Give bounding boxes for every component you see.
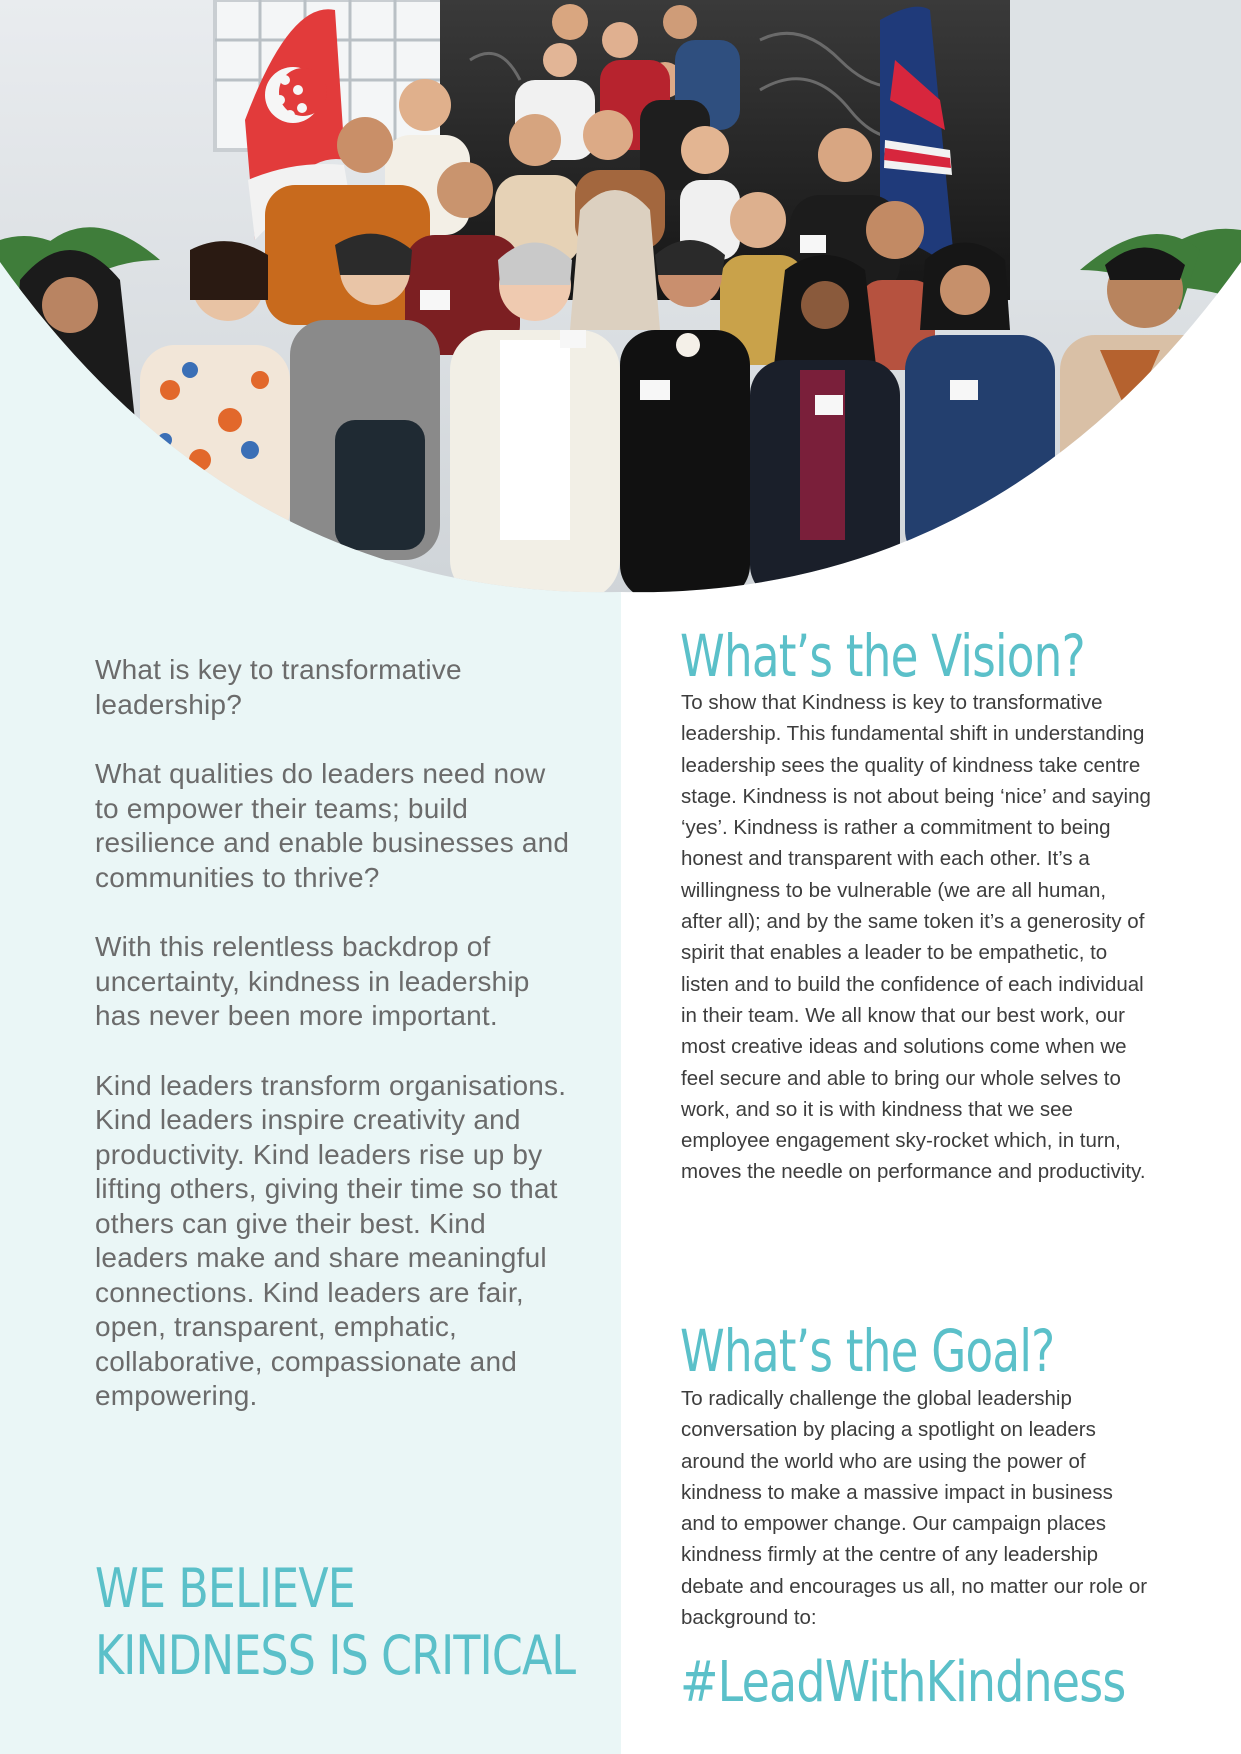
vision-heading: What’s the Vision? <box>680 622 1085 690</box>
intro-paragraph-4: Kind leaders transform organisations. Kind leaders inspire creativity and productivity. Kind leaders rise up by lifting others, giving their time so that others can give their best. Kind leaders make and share meaningful connections. Kind leaders are fair, open, transparent, emphatic, collaborative, compassionate and empowering. <box>95 1069 567 1411</box>
group-photo <box>0 0 1241 600</box>
intro-question-2: What qualities do leaders need now to empower their teams; build resilience and enable businesses and communities to thrive? <box>95 758 570 893</box>
believe-line-2: KINDNESS IS CRITICAL <box>95 1624 576 1687</box>
hashtag-lead-with-kindness: #LeadWithKindness <box>680 1650 1126 1715</box>
group-photo-image <box>0 0 1241 600</box>
intro-text <box>95 653 575 1449</box>
intro-paragraph-3: With this relentless backdrop of uncertainty, kindness in leadership has never been more important. <box>95 931 530 1031</box>
goal-body: To radically challenge the global leadership conversation by placing a spotlight on leaders around the world who are using the power of kindness to make a massive impact in business and to empower change. Our campaign places kindness firmly at the centre of any leadership debate and encourages us all, no matter our role or background to: <box>681 1387 1148 1630</box>
goal-heading: What’s the Goal? <box>680 1317 1055 1385</box>
vision-body: To show that Kindness is key to transformative leadership. This fundamental shift in understanding leadership sees the quality of kindness take centre stage. Kindness is not about being ‘nice’ and saying ‘yes’. Kindness is rather a commitment to being honest and transparent with each other. It’s a willingness to be vulnerable (we are all human, after all); and by the same token it’s a generosity of spirit that enables a leader to be empathetic, to listen and to build the confidence of each individual in their team. We all know that our best work, our most creative ideas and solutions come when we feel secure and able to bring our whole selves to work, and so it is with kindness that we see employee engagement sky-rocket which, in turn, moves the needle on performance and productivity. <box>681 691 1151 1184</box>
believe-statement <box>95 1555 576 1689</box>
intro-question-1: What is key to transformative leadership? <box>95 654 462 720</box>
believe-line-1: WE BELIEVE <box>95 1557 355 1620</box>
